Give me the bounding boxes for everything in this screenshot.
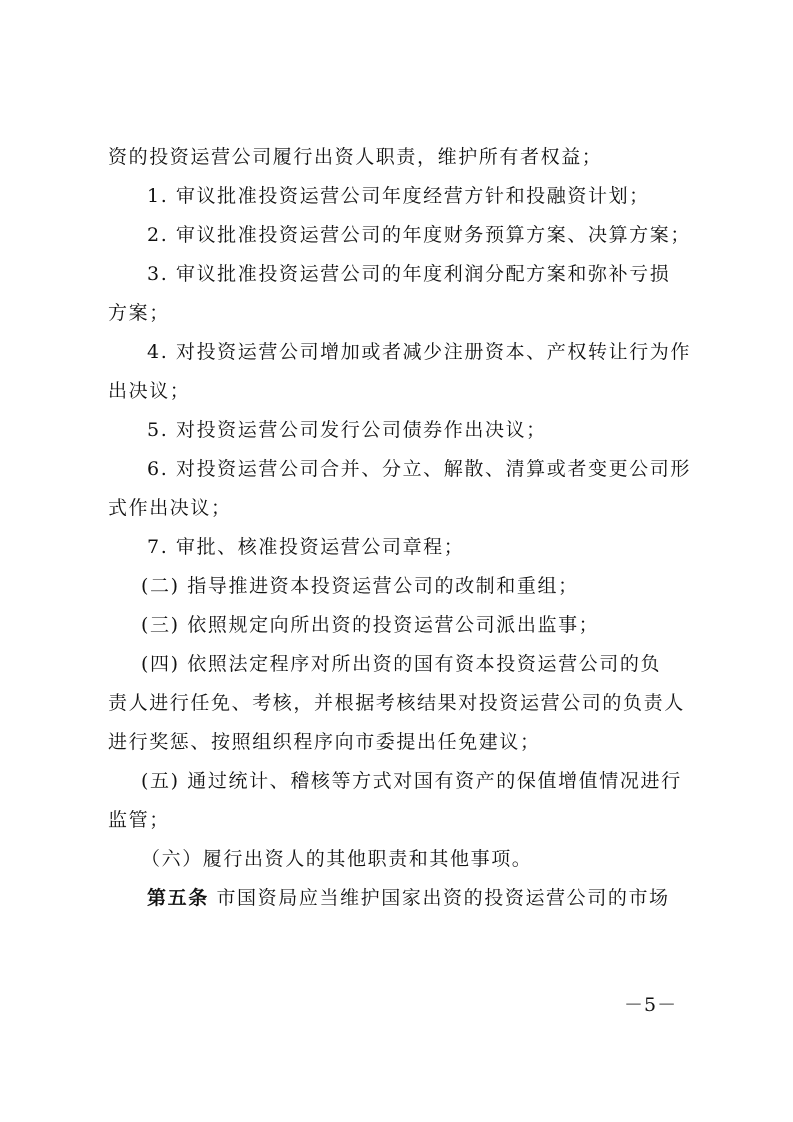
list-item-5: 5. 对投资运营公司发行公司债券作出决议； [147,419,547,441]
list-item-6: 6. 对投资运营公司合并、分立、解散、清算或者变更公司形 [147,458,691,480]
text-line: 资的投资运营公司履行出资人职责，维护所有者权益； [108,146,603,168]
clause-5: (五) 通过统计、稽核等方式对国有资产的保值增值情况进行 [141,770,682,792]
clause-5-continuation: 监管； [108,809,170,831]
clause-4-continuation: 责人进行任免、考核，并根据考核结果对投资运营公司的负责人 [108,692,685,714]
document-body [108,138,690,918]
list-item-4-continuation: 出决议； [108,380,191,402]
page-number: －5－ [624,994,678,1016]
clause-4: (四) 依照法定程序对所出资的国有资本投资运营公司的负 [141,653,662,675]
article-text: 市国资局应当维护国家出资的投资运营公司的市场 [216,887,670,909]
list-item-2: 2. 审议批准投资运营公司的年度财务预算方案、决算方案； [147,224,691,246]
list-item-3: 3. 审议批准投资运营公司的年度利润分配方案和弥补亏损 [147,263,671,285]
clause-4-continuation: 进行奖惩、按照组织程序向市委提出任免建议； [108,731,541,753]
clause-3: (三) 依照规定向所出资的投资运营公司派出监事； [141,614,600,636]
list-item-7: 7. 审批、核准投资运营公司章程； [147,536,465,558]
list-item-3-continuation: 方案； [108,302,170,324]
article-heading: 第五条 [147,887,209,909]
clause-2: (二) 指导推进资本投资运营公司的改制和重组； [141,575,579,597]
list-item-6-continuation: 式作出决议； [108,497,232,519]
clause-6: （六）履行出资人的其他职责和其他事项。 [141,848,533,870]
list-item-1: 1. 审议批准投资运营公司年度经营方针和投融资计划； [147,185,650,207]
list-item-4: 4. 对投资运营公司增加或者减少注册资本、产权转让行为作 [147,341,691,363]
article-5 [108,879,690,918]
